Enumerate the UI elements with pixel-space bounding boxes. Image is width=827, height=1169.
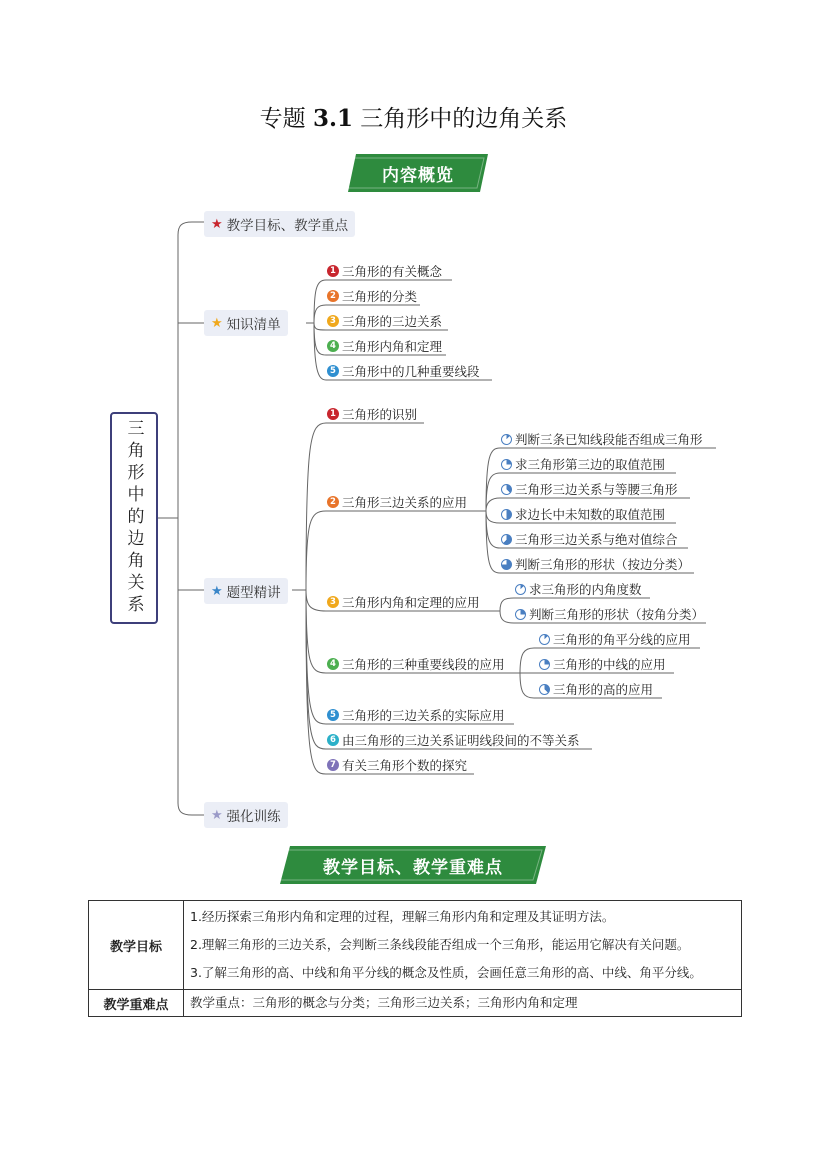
question-item: 4 三角形的三种重要线段的应用 (327, 655, 505, 673)
number-badge: 4 (327, 658, 339, 670)
pie-progress-icon (539, 659, 550, 670)
question-item: 6 由三角形的三边关系证明线段间的不等关系 (327, 731, 580, 749)
star-icon: ★ (211, 315, 223, 331)
number-badge: 5 (327, 709, 339, 721)
number-badge: 7 (327, 759, 339, 771)
question-item: 2 三角形三边关系的应用 (327, 493, 467, 511)
goal-line: 1.经历探索三角形内角和定理的过程，理解三角形内角和定理及其证明方法。 (190, 909, 615, 924)
question-item: 7 有关三角形个数的探究 (327, 756, 467, 774)
knowledge-item: 5 三角形中的几种重要线段 (327, 362, 480, 380)
number-badge: 2 (327, 496, 339, 508)
number-badge: 3 (327, 315, 339, 327)
pie-progress-icon (501, 459, 512, 470)
overview-banner: 内容概览 (348, 154, 488, 192)
goal-content (184, 901, 742, 990)
pie-progress-icon (501, 484, 512, 495)
subtopic-item: 判断三角形的形状（按角分类） (515, 605, 704, 623)
subtopic-item: 求三角形第三边的取值范围 (501, 455, 665, 473)
pie-progress-icon (539, 684, 550, 695)
document-title: 专题 3.1 三角形中的边角关系 (259, 105, 568, 132)
number-badge: 5 (327, 365, 339, 377)
goal-line: 2.理解三角形的三边关系，会判断三条线段能否组成一个三角形，能运用它解决有关问题。 (190, 937, 690, 952)
knowledge-item: 2 三角形的分类 (327, 287, 417, 305)
subtopic-item: 三角形三边关系与等腰三角形 (501, 480, 678, 498)
table-row (89, 990, 742, 1017)
pie-progress-icon (501, 559, 512, 570)
goal-line: 3.了解三角形的高、中线和角平分线的概念及性质，会画任意三角形的高、中线、角平分线。 (190, 965, 702, 980)
number-badge: 6 (327, 734, 339, 746)
key-content: 教学重点：三角形的概念与分类；三角形三边关系；三角形内角和定理 (184, 990, 742, 1017)
star-icon: ★ (211, 807, 223, 823)
subtopic-item: 三角形的中线的应用 (539, 655, 666, 673)
pie-progress-icon (501, 509, 512, 520)
question-item: 5 三角形的三边关系的实际应用 (327, 706, 505, 724)
star-icon: ★ (211, 216, 223, 232)
number-badge: 1 (327, 265, 339, 277)
pie-progress-icon (515, 609, 526, 620)
knowledge-item: 1 三角形的有关概念 (327, 262, 442, 280)
subtopic-item: 求三角形的内角度数 (515, 580, 642, 598)
mindmap-root: 三角形中的边角关系 (110, 412, 158, 624)
category-knowledge: ★ 知识清单 (204, 310, 288, 336)
teaching-goals-table (88, 900, 742, 1017)
category-questions: ★ 题型精讲 (204, 578, 288, 604)
goals-banner: 教学目标、教学重难点 (280, 846, 546, 884)
pie-progress-icon (501, 534, 512, 545)
number-badge: 3 (327, 596, 339, 608)
category-training: ★ 强化训练 (204, 802, 288, 828)
knowledge-item: 4 三角形内角和定理 (327, 337, 442, 355)
number-badge: 1 (327, 408, 339, 420)
subtopic-item: 三角形的高的应用 (539, 680, 653, 698)
star-icon: ★ (211, 583, 223, 599)
category-goals: ★ 教学目标、教学重点 (204, 211, 355, 237)
subtopic-item: 判断三角形的形状（按边分类） (501, 555, 690, 573)
table-row (89, 901, 742, 990)
subtopic-item: 三角形的角平分线的应用 (539, 630, 691, 648)
pie-progress-icon (501, 434, 512, 445)
pie-progress-icon (515, 584, 526, 595)
knowledge-item: 3 三角形的三边关系 (327, 312, 442, 330)
subtopic-item: 三角形三边关系与绝对值综合 (501, 530, 678, 548)
number-badge: 2 (327, 290, 339, 302)
subtopic-item: 判断三条已知线段能否组成三角形 (501, 430, 703, 448)
number-badge: 4 (327, 340, 339, 352)
pie-progress-icon (539, 634, 550, 645)
goal-label: 教学目标 (89, 901, 184, 990)
key-label: 教学重难点 (89, 990, 184, 1017)
subtopic-item: 求边长中未知数的取值范围 (501, 505, 665, 523)
question-item: 1 三角形的识别 (327, 405, 417, 423)
question-item: 3 三角形内角和定理的应用 (327, 593, 480, 611)
